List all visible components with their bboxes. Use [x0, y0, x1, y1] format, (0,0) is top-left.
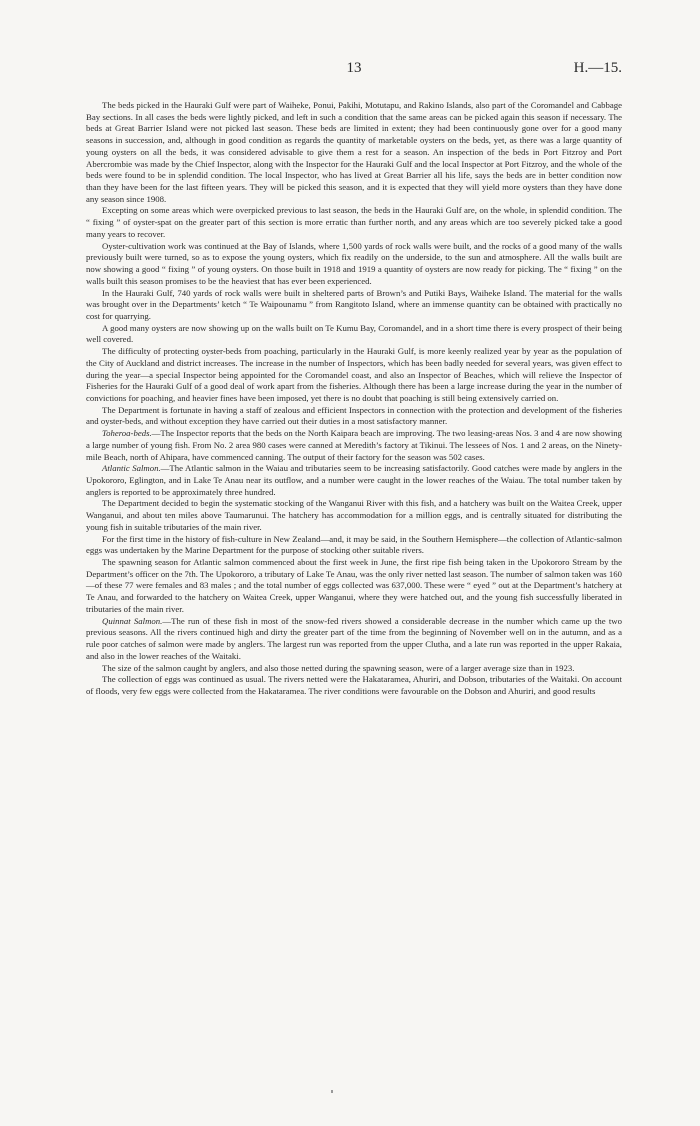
paragraph: The beds picked in the Hauraki Gulf were part of Waiheke, Ponui, Pakihi, Motutapu, and Rakino Islands, also part of the Coromandel and Cabbage Bay sections. In all cases the beds were lightly picked, and left in such a condition that the same areas can be picked again this season if necessary. The beds at Great Barrier Island were not picked last season. These beds are limited in extent; they had been continuously gone over for a good many seasons in succession, and, although in good condition as regards the quantity of marketable oysters on the beds, yet, as there was a large quantity of young oysters on all the beds, it was considered advisable to give them a rest for a season. An inspection of the beds in Port Fitzroy and Port Abercrombie was made by the Chief Inspector, along with the Inspector for the Hauraki Gulf and the local Inspector at Port Fitzroy, and the whole of the beds were found to be in splendid condition. The local Inspector, who has lived at Great Barrier all his life, says the beds are in better condition now than they have been for the last fifteen years. They will be picked this season, and it is expected that they will yield more oysters than they have done any season since 1908.	[86, 100, 622, 204]
section-lead: Toheroa-beds.	[102, 428, 152, 439]
paragraph: Oyster-cultivation work was continued at the Bay of Islands, where 1,500 yards of rock walls were built, and the rocks of a good many of the walls previously built were turned, so as to expose the young oysters, which fix readily on the underside, to the sun and atmosphere. All the walls built are now showing a good “ fixing ” of young oysters. On those built in 1918 and 1919 a quantity of oysters are now ready for picking. The “ fixing ” on the walls built this season promises to be the heaviest that has ever been experienced.	[86, 240, 622, 286]
section-lead: Quinnat Salmon.	[102, 615, 163, 626]
body-text	[86, 100, 622, 698]
section-lead: Atlantic Salmon.	[102, 463, 161, 474]
paragraph-toheroa-beds: Toheroa-beds.—The Inspector reports that the beds on the North Kaipara beach are improving. The two leasing-areas Nos. 3 and 4 are now showing a large number of young fish. From No. 2 area 980 cases were canned at Meredith’s factory at Tikinui. The lessees of Nos. 1 and 2 areas, on the Ninety-mile Beach, north of Ahipara, have commenced canning. The output of their factory for the season was 502 cases.	[86, 428, 622, 462]
ink-mark	[331, 1090, 333, 1093]
paragraph: The difficulty of protecting oyster-beds from poaching, particularly in the Hauraki Gulf, is more keenly realized year by year as the population of the City of Auckland and district increases. The increase in the number of Inspectors, which has been badly needed for several years, was given effect to during the year—a special Inspector being appointed for the Coromandel coast, and also an Inspector of Beaches, which will relieve the Inspector of Fisheries for the Hauraki Gulf of a good deal of work apart from the fisheries. Although there has been a large increase during the year in the number of convictions for poaching, and heavier fines have been imposed, yet there is no doubt that poaching is still being extensively carried on.	[86, 346, 622, 403]
paragraph: A good many oysters are now showing up on the walls built on Te Kumu Bay, Coromandel, and in a short time there is every prospect of their being well covered.	[86, 322, 622, 345]
paragraph: The Department is fortunate in having a staff of zealous and efficient Inspectors in connection with the protection and development of the fisheries and oyster-beds, and without exception they have carried out their duties in a most satisfactory manner.	[86, 404, 622, 427]
paragraph-atlantic-salmon: Atlantic Salmon.—The Atlantic salmon in the Waiau and tributaries seem to be increasing satisfactorily. Good catches were made by anglers in the Upokororo, Eglington, and in Lake Te Anau near its outflow, and a number were caught in the lower reaches of the Waiau. The total number taken by anglers is reported to be approximately three hundred.	[86, 463, 622, 497]
document-reference: H.—15.	[573, 60, 622, 76]
paragraph: The collection of eggs was continued as usual. The rivers netted were the Hakataramea, Ahuriri, and Dobson, tributaries of the Waitaki. On account of floods, very few eggs were collected from the Hakataramea. The river conditions were favourable on the Dobson and Ahuriri, and good results	[86, 674, 622, 696]
paragraph: Excepting on some areas which were overpicked previous to last season, the beds in the Hauraki Gulf are, on the whole, in splendid condition. The “ fixing ” of oyster-spat on the greater part of this section is more erratic than further north, and any areas which are too severely picked take a good many years to recover.	[86, 205, 622, 239]
paragraph: For the first time in the history of fish-culture in New Zealand—and, it may be said, in the Southern Hemisphere—the collection of Atlantic-salmon eggs was undertaken by the Marine Department for the purpose of stocking other suitable rivers.	[86, 533, 622, 556]
paragraph: The spawning season for Atlantic salmon commenced about the first week in June, the first ripe fish being taken in the Upokororo Stream by the Department’s officer on the 7th. The Upokororo, a tributary of Lake Te Anau, was the only river netted last season. The number of salmon taken was 160—of these 77 were females and 83 males ; and the total number of eggs collected was 637,000. These were “ eyed ” out at the Department’s hatchery at Te Anau, and forwarded to the hatchery on Waitea Creek, upper Wanganui, where they were hatched out, and the young fish successfully liberated in tributaries of the main river.	[86, 557, 622, 614]
paragraph: The size of the salmon caught by anglers, and also those netted during the spawning season, were of a larger average size than in 1923.	[102, 662, 575, 673]
paragraph-quinnat-salmon: Quinnat Salmon.—The run of these fish in most of the snow-fed rivers showed a considerable decrease in the number which came up the two previous seasons. All the rivers continued high and dirty the greater part of the time from the beginning of November well on in the autumn, and as a rule poor catches of salmon were made by anglers. The largest run was reported from the upper Clutha, and a late run was reported in the upper Rakaia, and also in the lower reaches of the Waitaki.	[86, 615, 622, 661]
paragraph: In the Hauraki Gulf, 740 yards of rock walls were built in sheltered parts of Brown’s and Putiki Bays, Waiheke Island. The material for the walls was brought over in the Departments’ ketch “ Te Waipounamu ” from Rangitoto Island, where an immense quantity can be obtained with practically no cost for quarrying.	[86, 287, 622, 321]
page-number: 13	[346, 60, 362, 76]
page-header	[86, 60, 622, 84]
paragraph: The Department decided to begin the systematic stocking of the Wanganui River with this fish, and a hatchery was built on the Waitea Creek, upper Wanganui, and about ten miles above Taumarunui. The hatchery has accommodation for a million eggs, and is centrally situated for distributing the young fish in suitable tributaries of the main river.	[86, 498, 622, 532]
